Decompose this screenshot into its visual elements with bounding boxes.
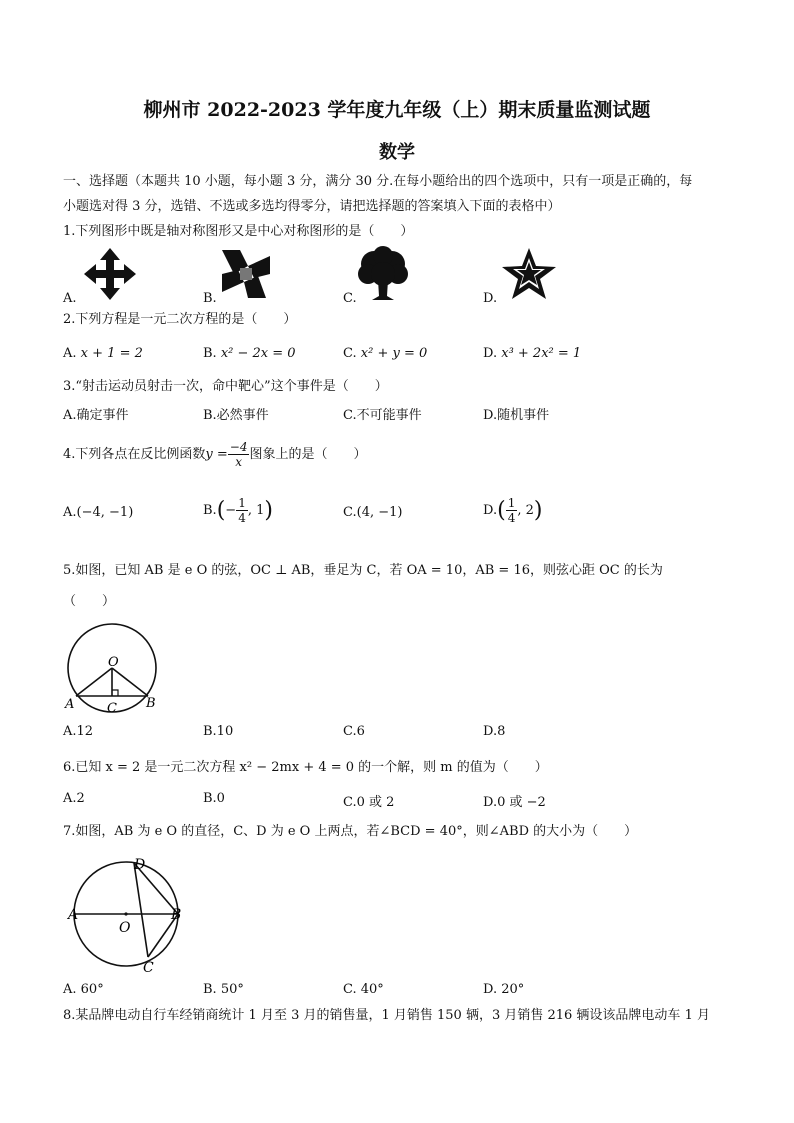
section-heading-line1: 一、选择题（本题共 10 小题，每小题 3 分，满分 30 分.在每小题给出的四个选项中，只有一项是正确的，每	[63, 174, 693, 189]
q5-option-a: A.12	[63, 724, 94, 739]
q7-circle-figure	[62, 852, 192, 977]
q3-option-d: D.随机事件	[483, 408, 550, 423]
q3-stem: 3.“射击运动员射击一次，命中靶心”这个事件是（ ）	[63, 379, 388, 394]
q2-stem: 2.下列方程是一元二次方程的是（ ）	[63, 312, 297, 327]
q2-option-d: D. x³ + 2x² = 1	[483, 346, 582, 361]
pinwheel-icon	[218, 246, 274, 302]
q1-option-c: C.	[343, 291, 357, 306]
q1-option-d: D.	[483, 291, 498, 306]
q5-option-c: C.6	[343, 724, 365, 739]
q5-label-b: B	[146, 696, 156, 711]
q6-option-b: B.0	[203, 791, 225, 806]
q3-option-a: A.确定事件	[63, 408, 129, 423]
q7-stem: 7.如图，AB 为 e O 的直径，C、D 为 e O 上两点，若∠BCD = 40°，则∠ABD 的大小为（ ）	[63, 824, 638, 839]
q5-circle-figure	[60, 620, 165, 718]
section-heading-line2: 小题选对得 3 分，选错、不选或多选均得零分，请把选择题的答案填入下面的表格中）	[63, 199, 561, 214]
q6-option-d: D.0 或 −2	[483, 795, 546, 810]
q8-stem: 8.某品牌电动自行车经销商统计 1 月至 3 月的销售量，1 月销售 150 辆，3 月销售 216 辆设该品牌电动车 1 月	[63, 1008, 710, 1023]
q2-option-c: C. x² + y = 0	[343, 346, 428, 361]
q6-option-c: C.0 或 2	[343, 795, 395, 810]
page-title: 柳州市 2022-2023 学年度九年级（上）期末质量监测试题	[143, 99, 651, 121]
q5-option-b: B.10	[203, 724, 234, 739]
subject-title: 数学	[379, 142, 415, 163]
q7-label-c: C	[143, 960, 154, 976]
q4-option-d: D.( $\frac{1}{4}$ , 2)	[483, 496, 543, 525]
q6-option-a: A.2	[63, 791, 85, 806]
q5-label-c: C	[107, 701, 117, 716]
q3-option-c: C.不可能事件	[343, 408, 422, 423]
q7-label-d: D	[134, 857, 146, 873]
double-star-icon	[500, 246, 558, 302]
q5-label-o: O	[108, 655, 119, 670]
q7-option-a: A. 60°	[63, 982, 104, 997]
q5-option-d: D.8	[483, 724, 506, 739]
q5-stem: 5.如图，已知 AB 是 e O 的弦，OC ⊥ AB，垂足为 C，若 OA = 10，AB = 16，则弦心距 OC 的长为	[63, 563, 663, 578]
q4-option-c: C.(4, −1)	[343, 505, 403, 520]
q4-stem: 4.下列各点在反比例函数y = $\frac{-4}{x}$ 图象上的是（ ）	[63, 440, 367, 469]
q7-label-o: O	[119, 920, 131, 936]
q7-label-a: A	[68, 907, 79, 923]
four-arrow-cross-icon	[82, 246, 138, 302]
q4-option-a: A.(−4, −1)	[63, 505, 134, 520]
q1-stem: 1.下列图形中既是轴对称图形又是中心对称图形的是（ ）	[63, 224, 414, 239]
q7-option-b: B. 50°	[203, 982, 244, 997]
q1-option-a: A.	[63, 291, 77, 306]
q3-option-b: B.必然事件	[203, 408, 269, 423]
q4-option-b: B.(− $\frac{1}{4}$ , 1)	[203, 496, 273, 525]
q1-option-b: B.	[203, 291, 217, 306]
q7-label-b: B	[171, 907, 182, 923]
tree-icon	[356, 246, 410, 302]
q6-stem: 6.已知 x = 2 是一元二次方程 x² − 2mx + 4 = 0 的一个解，则 m 的值为（ ）	[63, 760, 548, 775]
q7-option-d: D. 20°	[483, 982, 525, 997]
q2-option-a: A. x + 1 = 2	[63, 346, 143, 361]
q7-option-c: C. 40°	[343, 982, 384, 997]
q5-paren: （ ）	[63, 594, 116, 609]
q5-label-a: A	[65, 697, 75, 712]
q2-option-b: B. x² − 2x = 0	[203, 346, 296, 361]
